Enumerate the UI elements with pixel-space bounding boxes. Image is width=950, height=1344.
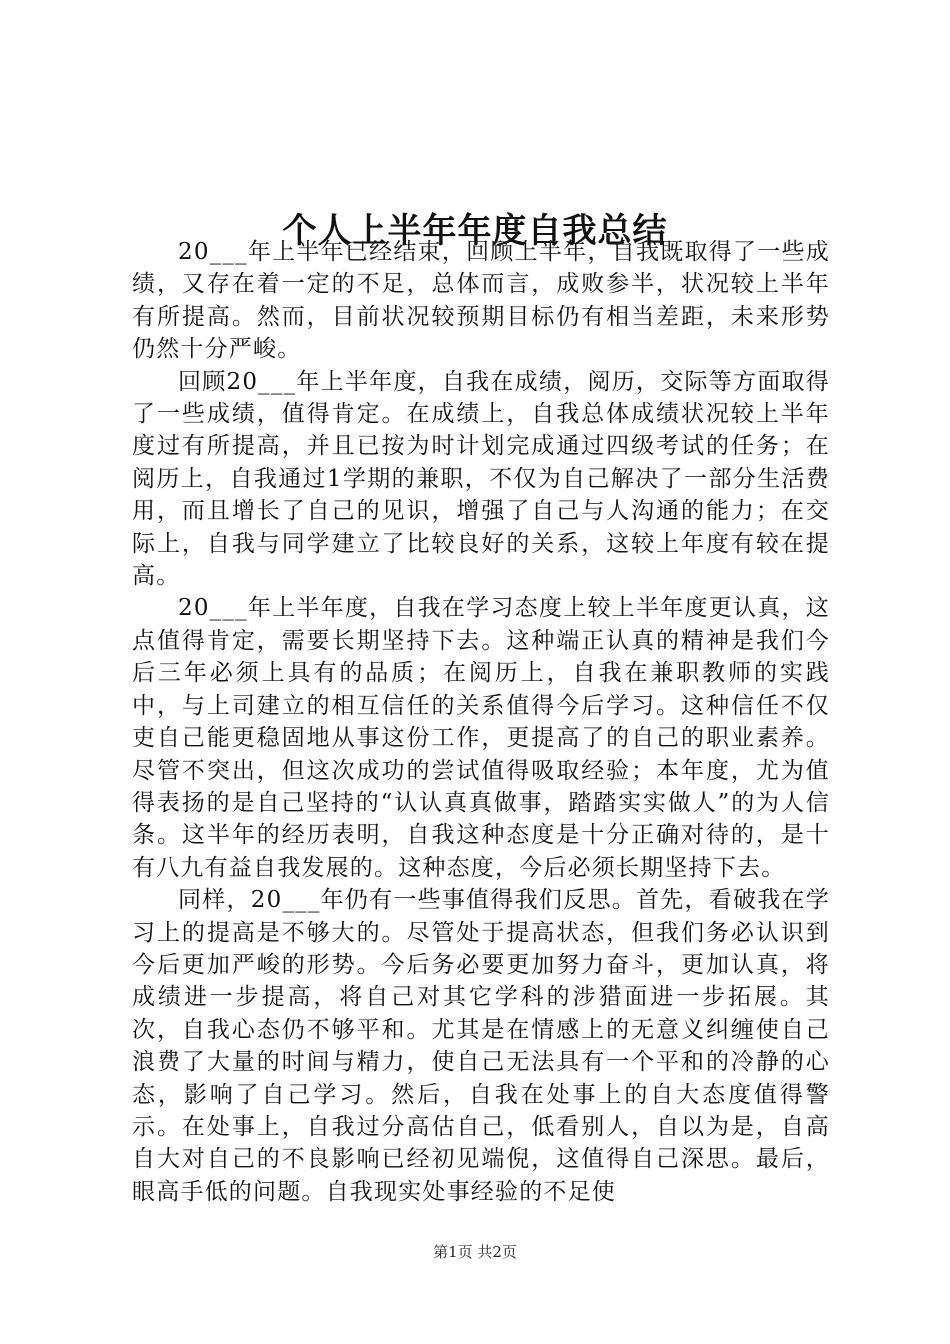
document-title: 个人上半年年度自我总结	[282, 210, 668, 251]
paragraph-4: 同样，20___年仍有一些事值得我们反思。首先，看破我在学习上的提高是不够大的。尽管处于提高状态，但我们务必认识到今后更加严峻的形势。今后务必要更加努力奋斗，更加认真，将成绩进一步提高，将自己对其它学科的涉猎面进一步拓展。其次，自我心态仍不够平和。尤其是在情感上的无意义纠缠使自己浪费了大量的时间与精力，使自己无法具有一个平和的冷静的心态，影响了自己学习。然后，自我在处事上的自大态度值得警示。在处事上，自我过分高估自己，低看别人，自以为是，自高自大对自己的不良影响已经初见端倪，这值得自己深思。最后，眼高手低的问题。自我现实处事经验的不足使	[132, 887, 830, 1205]
paragraph-1: 20___年上半年已经结束，回顾上半年，自我既取得了一些成绩，又存在着一定的不足，总体而言，成败参半，状况较上半年有所提高。然而，目前状况较预期目标仍有相当差距，未来形势仍然十分严峻。	[132, 239, 830, 363]
document-body	[132, 236, 830, 1208]
page-footer: 第1页 共2页	[433, 1243, 517, 1261]
paragraph-3: 20___年上半年度，自我在学习态度上较上半年度更认真，这点值得肯定，需要长期坚持下去。这种端正认真的精神是我们今后三年必须上具有的品质；在阅历上，自我在兼职教师的实践中，与上司建立的相互信任的关系值得今后学习。这种信任不仅吏自己能更稳固地从事这份工作，更提高了的自己的职业素养。尽管不突出，但这次成功的尝试值得吸取经验；本年度，尤为值得表扬的是自己坚持的“认认真真做事，踏踏实实做人”的为人信条。这半年的经历表明，自我这种态度是十分正确对待的，是十有八九有益自我发展的。这种态度，今后必须长期坚持下去。	[132, 595, 830, 881]
paragraph-2: 回顾20___年上半年度，自我在成绩，阅历，交际等方面取得了一些成绩，值得肯定。在成绩上，自我总体成绩状况较上半年度过有所提高，并且已按为时计划完成通过四级考试的任务；在阅历上，自我通过1学期的兼职，不仅为自己解决了一部分生活费用，而且增长了自己的见识，增强了自己与人沟通的能力；在交际上，自我与同学建立了比较良好的关系，这较上年度有较在提高。	[132, 368, 830, 590]
